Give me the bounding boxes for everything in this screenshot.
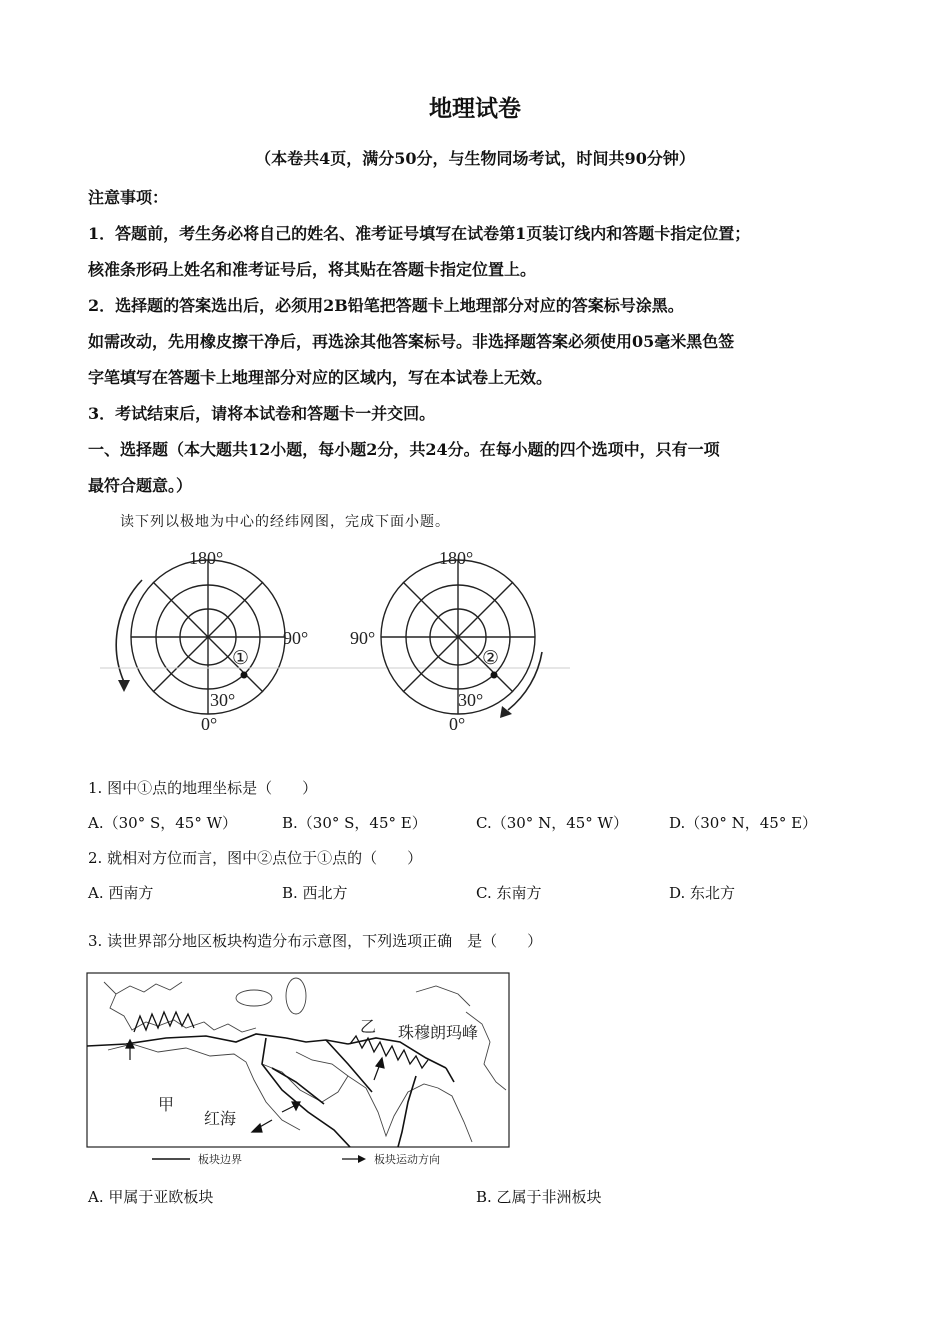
rotation-arrow-left (118, 680, 130, 692)
q2-option-c[interactable]: C. 东南方 (476, 884, 542, 902)
notice-line-3: 2．选择题的答案选出后，必须用2B铅笔把答题卡上地理部分对应的答案标号涂黑。 (88, 296, 684, 315)
legend-arrow-head (358, 1155, 366, 1163)
label-everest: 珠穆朗玛峰 (398, 1025, 479, 1042)
question-1-stem: 1. 图中①点的地理坐标是（ ） (88, 779, 318, 797)
section-heading: 一、选择题（本大题共12小题，每小题2分，共24分。在每小题的四个选项中，只有一项 (88, 440, 720, 459)
legend-boundary-label: 板块边界 (198, 1154, 242, 1166)
question-3-stem: 3. 读世界部分地区板块构造分布示意图，下列选项正确 是（ ） (88, 932, 543, 950)
notice-heading: 注意事项： (88, 188, 169, 207)
q2-option-b[interactable]: B. 西北方 (282, 884, 348, 902)
section-heading-cont: 最符合题意。） (88, 476, 193, 495)
left-marker-1: ① (232, 648, 250, 669)
polar-grid-left (116, 560, 285, 714)
right-marker-2: ② (482, 648, 500, 669)
q1-option-d[interactable]: D.（30° N，45° E） (669, 814, 818, 832)
label-red-sea: 红海 (204, 1111, 237, 1128)
notice-line-2: 核准条形码上姓名和准考证号后，将其贴在答题卡指定位置上。 (88, 260, 537, 279)
right-label-90: 90° (350, 628, 376, 648)
label-yi: 乙 (360, 1019, 377, 1036)
left-label-180: 180° (189, 548, 224, 568)
notice-line-5: 字笔填写在答题卡上地理部分对应的区域内，写在本试卷上无效。 (88, 368, 553, 387)
notice-line-1: 1．答题前，考生务必将自己的姓名、准考证号填写在试卷第1页装订线内和答题卡指定位置； (88, 224, 751, 243)
q2-option-d[interactable]: D. 东北方 (669, 884, 736, 902)
q1-option-b[interactable]: B.（30° S，45° E） (282, 814, 427, 832)
left-label-0: 0° (201, 714, 218, 734)
right-label-180: 180° (439, 548, 474, 568)
right-label-30: 30° (458, 690, 484, 710)
question-2-stem: 2. 就相对方位而言，图中②点位于①点的（ ） (88, 849, 423, 867)
label-jia: 甲 (158, 1097, 175, 1114)
q3-option-a[interactable]: A. 甲属于亚欧板块 (88, 1188, 214, 1206)
figure1-intro: 读下列以极地为中心的经纬网图，完成下面小题。 (120, 514, 450, 530)
left-label-30: 30° (210, 690, 236, 710)
notice-line-4: 如需改动，先用橡皮擦干净后，再选涂其他答案标号。非选择题答案必须使用05毫米黑色签 (88, 332, 735, 351)
polar-grid-figure (100, 540, 570, 740)
q1-option-c[interactable]: C.（30° N，45° W） (476, 814, 628, 832)
point-1-marker (241, 672, 248, 679)
point-2-marker (491, 672, 498, 679)
plate-tectonics-map (86, 972, 512, 1172)
q3-option-b[interactable]: B. 乙属于非洲板块 (476, 1188, 602, 1206)
q1-option-a[interactable]: A.（30° S，45° W） (88, 814, 238, 832)
notice-line-6: 3．考试结束后，请将本试卷和答题卡一并交回。 (88, 404, 436, 423)
legend-motion-label: 板块运动方向 (374, 1154, 440, 1166)
left-label-90: 90° (283, 628, 309, 648)
page-title: 地理试卷 (429, 95, 521, 122)
right-label-0: 0° (449, 714, 466, 734)
q2-option-a[interactable]: A. 西南方 (88, 884, 154, 902)
map-frame (87, 973, 509, 1147)
exam-subtitle: （本卷共4页，满分50分，与生物同场考试，时间共90分钟） (255, 149, 695, 168)
